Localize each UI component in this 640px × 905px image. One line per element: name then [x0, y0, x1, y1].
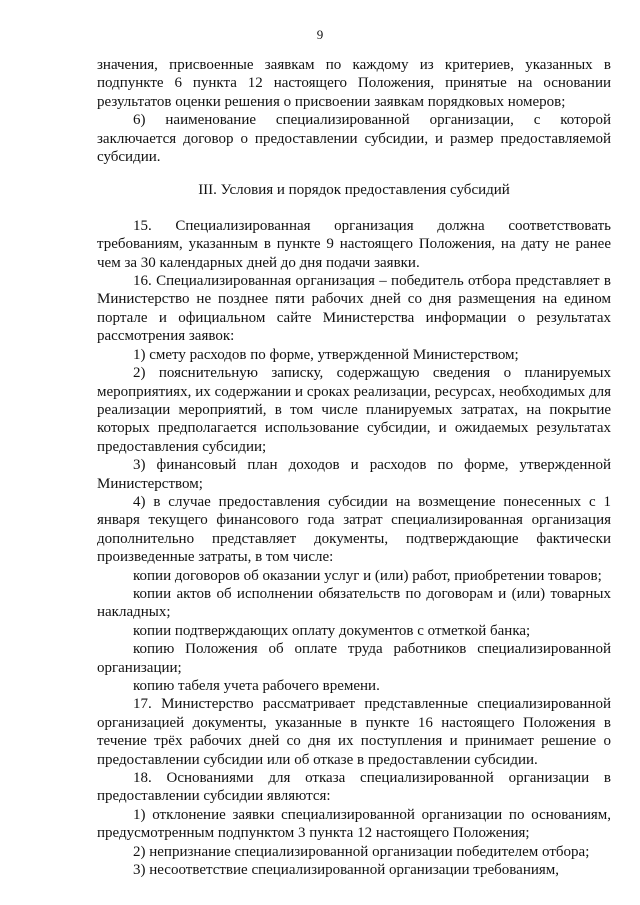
paragraph-17: 17. Министерство рассматривает представленные специализированной организацией документы, указанные в пункте 16 настоящего Положения в течение трёх рабочих дней со дня их поступления и принимает решение о предоставлении субсидии или об отказе в предоставлении субсидии.	[97, 696, 611, 768]
paragraph-16-item-4: 4) в случае предоставления субсидии на возмещение понесенных с 1 января текущего финансового года затрат специализированная организация дополнительно представляет документы, подтверждающие фактически произведенные затраты, в том числе:	[97, 493, 611, 566]
list-item-contracts: копии договоров об оказании услуг и (или) работ, приобретении товаров;	[133, 567, 602, 584]
section-heading: III. Условия и порядок предоставления субсидий	[198, 182, 510, 199]
paragraph-item-6: 6) наименование специализированной организации, с которой заключается договор о предоставлении субсидии, и размер предоставляемой субсидии.	[97, 112, 611, 166]
paragraph-16: 16. Специализированная организация – победитель отбора представляет в Министерство не позднее пяти рабочих дней со дня размещения на едином портале и официальном сайте Министерства информации о результатах рассмотрения заявок:	[97, 273, 611, 345]
paragraph-15: 15. Специализированная организация должна соответствовать требованиям, указанным в пункте 9 настоящего Положения, на дату не ранее чем за 30 календарных дней до дня подачи заявки.	[97, 217, 611, 271]
list-item-salary-regulation: копию Положения об оплате труда работников специализированной организации;	[97, 641, 611, 676]
paragraph-16-item-1: 1) смету расходов по форме, утвержденной Министерством;	[133, 346, 519, 363]
list-item-timesheet: копию табеля учета рабочего времени.	[133, 678, 380, 694]
paragraph-18-item-3: 3) несоответствие специализированной организации требованиям,	[133, 862, 560, 879]
list-item-acts: копии актов об исполнении обязательств по договорам и (или) товарных накладных;	[97, 585, 611, 621]
paragraph-18-item-2: 2) непризнание специализированной организации победителем отбора;	[133, 843, 590, 860]
paragraph-18-item-1: 1) отклонение заявки специализированной организации по основаниям, предусмотренным подпунктом 3 пункта 12 настоящего Положения;	[97, 806, 611, 842]
list-item-payments: копии подтверждающих оплату документов с отметкой банка;	[133, 622, 531, 639]
page-number: 9	[316, 27, 324, 42]
paragraph-16-item-3: 3) финансовый план доходов и расходов по форме, утвержденной Министерством;	[97, 457, 611, 492]
paragraph-18: 18. Основаниями для отказа специализированной организации в предоставлении субсидии являются:	[97, 770, 611, 805]
document-body	[97, 56, 611, 879]
paragraph-continuation: значения, присвоенные заявкам по каждому из критериев, указанных в подпункте 6 пункта 12 настоящего Положения, принятые на основании результатов оценки решения о присвоении заявкам порядковых номеров;	[97, 57, 611, 110]
paragraph-16-item-2: 2) пояснительную записку, содержащую сведения о планируемых мероприятиях, их содержании и сроках реализации, ресурсах, необходимых для реализации мероприятий, в том числе планируемых затратах, на покрытие которых предполагается использование субсидии, и ожидаемых результатах предоставления субсидии;	[97, 365, 611, 455]
